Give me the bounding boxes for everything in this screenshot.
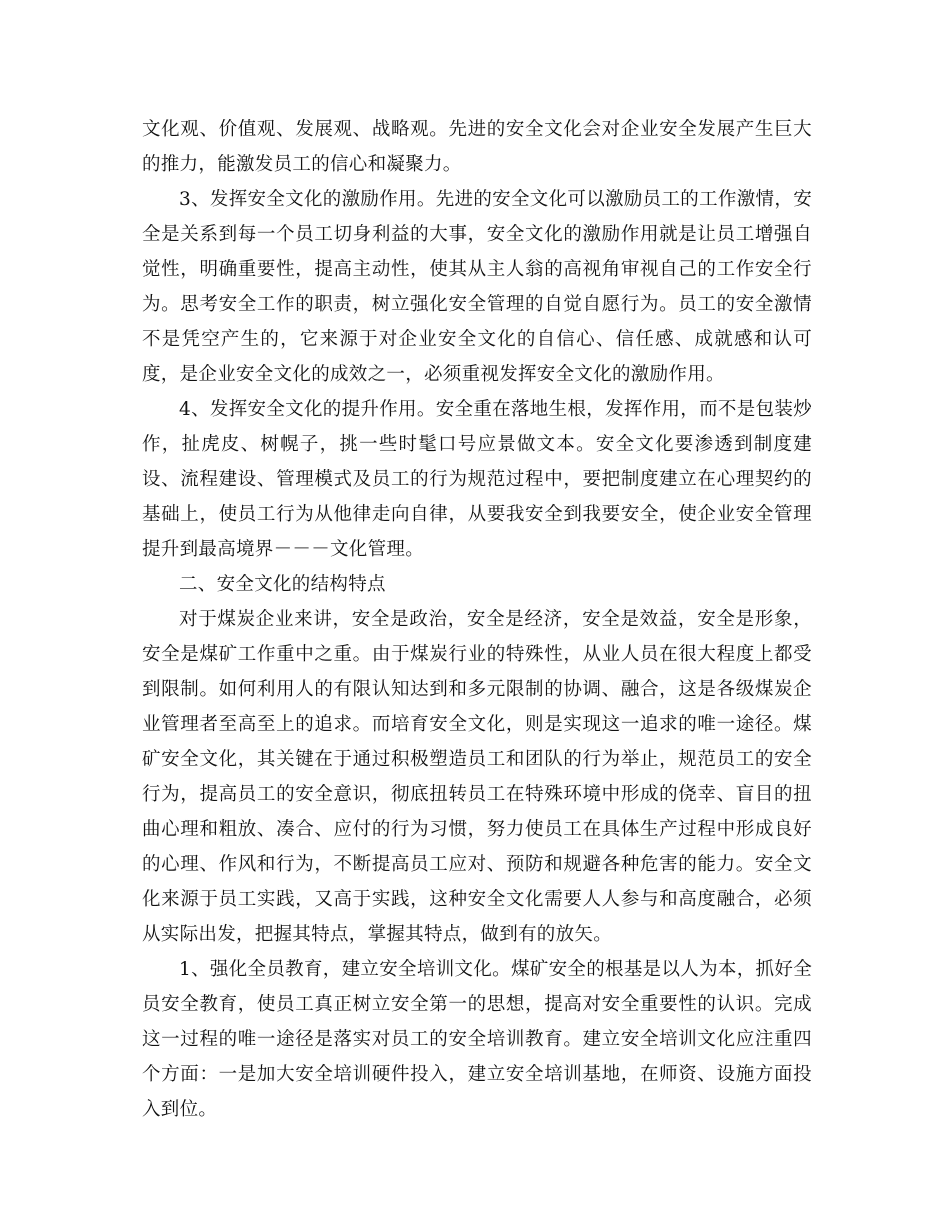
- document-body: [142, 112, 812, 1127]
- paragraph-continuation: 文化观、价值观、发展观、战略观。先进的安全文化会对企业安全发展产生巨大的推力，能激发员工的信心和凝聚力。: [142, 119, 812, 175]
- paragraph-elevation-role: 4、发挥安全文化的提升作用。安全重在落地生根，发挥作用，而不是包装炒作，扯虎皮、树幌子，挑一些时髦口号应景做文本。安全文化要渗透到制度建设、流程建设、管理模式及员工的行为规范过程中，要把制度建立在心理契约的基础上，使员工行为从他律走向自律，从要我安全到我要安全，使企业安全管理提升到最高境界－－－文化管理。: [142, 399, 812, 560]
- section-heading-structure-features: 二、安全文化的结构特点: [179, 574, 386, 595]
- paragraph-training-culture: 1、强化全员教育，建立安全培训文化。煤矿安全的根基是以人为本，抓好全员安全教育，使员工真正树立安全第一的思想，提高对安全重要性的认识。完成这一过程的唯一途径是落实对员工的安全培训教育。建立安全培训文化应注重四个方面：一是加大安全培训硬件投入，建立安全培训基地，在师资、设施方面投入到位。: [142, 959, 812, 1120]
- paragraph-coal-enterprise-safety: 对于煤炭企业来讲，安全是政治，安全是经济，安全是效益，安全是形象，安全是煤矿工作重中之重。由于煤炭行业的特殊性，从业人员在很大程度上都受到限制。如何利用人的有限认知达到和多元限制的协调、融合，这是各级煤炭企业管理者至高至上的追求。而培育安全文化，则是实现这一追求的唯一途径。煤矿安全文化，其关键在于通过积极塑造员工和团队的行为举止，规范员工的安全行为，提高员工的安全意识，彻底扭转员工在特殊环境中形成的侥幸、盲目的扭曲心理和粗放、凑合、应付的行为习惯，努力使员工在具体生产过程中形成良好的心理、作风和行为，不断提高员工应对、预防和规避各种危害的能力。安全文化来源于员工实践，又高于实践，这种安全文化需要人人参与和高度融合，必须从实际出发，把握其特点，掌握其特点，做到有的放矢。: [142, 609, 812, 945]
- paragraph-incentive-role: 3、发挥安全文化的激励作用。先进的安全文化可以激励员工的工作激情，安全是关系到每一个员工切身利益的大事，安全文化的激励作用就是让员工增强自觉性，明确重要性，提高主动性，使其从主人翁的高视角审视自己的工作安全行为。思考安全工作的职责，树立强化安全管理的自觉自愿行为。员工的安全激情不是凭空产生的，它来源于对企业安全文化的自信心、信任感、成就感和认可度，是企业安全文化的成效之一，必须重视发挥安全文化的激励作用。: [142, 189, 812, 385]
